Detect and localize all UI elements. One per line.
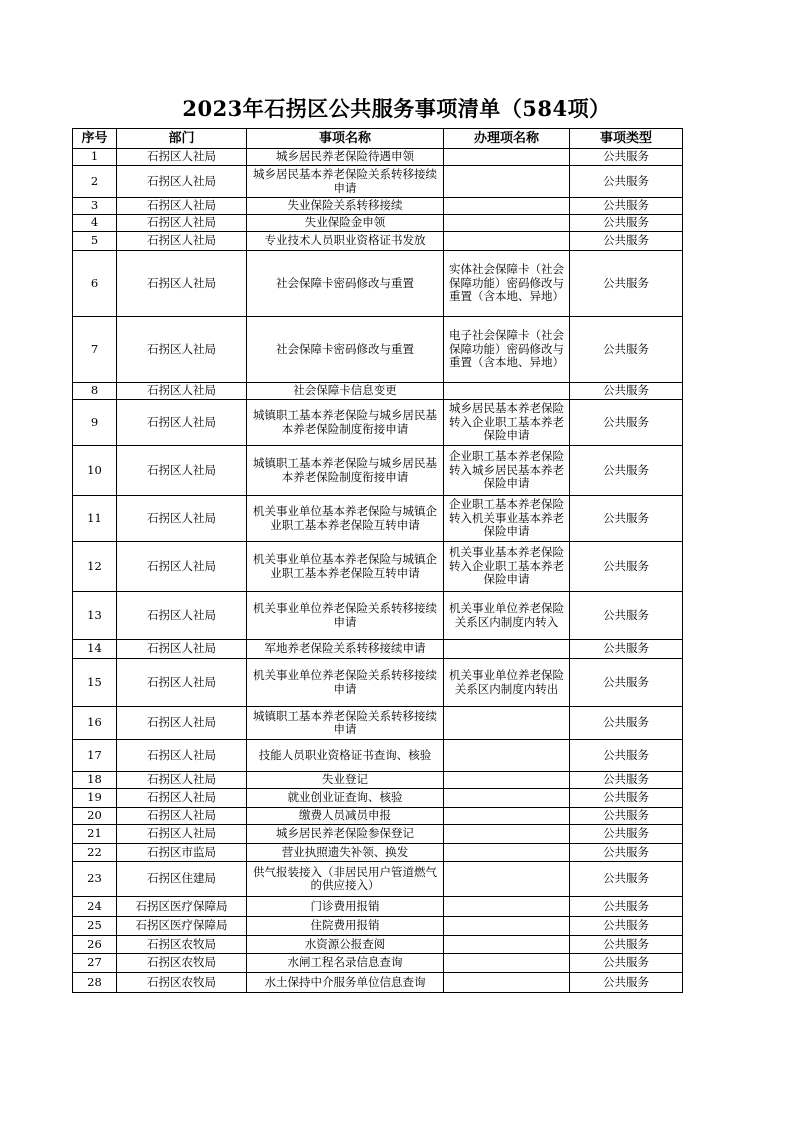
table-row — [73, 640, 683, 659]
row-sub-item-name — [444, 789, 570, 808]
row-sub-item-name: 电子社会保障卡（社会保障功能）密码修改与重置（含本地、异地） — [444, 317, 570, 383]
row-department: 石拐区人社局 — [117, 542, 247, 592]
row-item-name: 城乡居民养老保险参保登记 — [247, 825, 444, 844]
row-item-name: 城镇职工基本养老保险与城乡居民基本养老保险制度衔接申请 — [247, 446, 444, 496]
header-item-name: 事项名称 — [247, 129, 444, 149]
row-department: 石拐区人社局 — [117, 317, 247, 383]
row-number: 5 — [73, 232, 117, 251]
row-sub-item-name — [444, 198, 570, 215]
row-item-type: 公共服务 — [570, 232, 683, 251]
row-item-type: 公共服务 — [570, 789, 683, 808]
row-item-name: 机关事业单位基本养老保险与城镇企业职工基本养老保险互转申请 — [247, 542, 444, 592]
row-item-name: 城乡居民养老保险待遇申领 — [247, 149, 444, 166]
row-number: 8 — [73, 383, 117, 400]
row-sub-item-name — [444, 149, 570, 166]
row-sub-item-name — [444, 808, 570, 825]
header-department: 部门 — [117, 129, 247, 149]
row-department: 石拐区人社局 — [117, 215, 247, 232]
row-item-type: 公共服务 — [570, 740, 683, 772]
table-row — [73, 897, 683, 917]
row-item-type: 公共服务 — [570, 198, 683, 215]
row-item-type: 公共服务 — [570, 149, 683, 166]
row-item-name: 机关事业单位基本养老保险与城镇企业职工基本养老保险互转申请 — [247, 496, 444, 542]
row-sub-item-name — [444, 954, 570, 973]
row-number: 14 — [73, 640, 117, 659]
row-sub-item-name — [444, 707, 570, 740]
row-item-type: 公共服务 — [570, 400, 683, 446]
row-item-name: 缴费人员减员申报 — [247, 808, 444, 825]
row-number: 6 — [73, 251, 117, 317]
table-row — [73, 166, 683, 198]
row-item-name: 水资源公报查阅 — [247, 936, 444, 954]
row-number: 13 — [73, 592, 117, 640]
table-row — [73, 917, 683, 936]
table-row — [73, 317, 683, 383]
row-department: 石拐区医疗保障局 — [117, 917, 247, 936]
row-number: 28 — [73, 973, 117, 993]
row-number: 15 — [73, 659, 117, 707]
header-item-type: 事项类型 — [570, 129, 683, 149]
row-sub-item-name: 实体社会保障卡（社会保障功能）密码修改与重置（含本地、异地） — [444, 251, 570, 317]
row-item-name: 就业创业证查询、核验 — [247, 789, 444, 808]
row-sub-item-name — [444, 844, 570, 862]
table-row — [73, 973, 683, 993]
row-department: 石拐区人社局 — [117, 446, 247, 496]
table-row — [73, 215, 683, 232]
row-item-type: 公共服务 — [570, 825, 683, 844]
row-number: 19 — [73, 789, 117, 808]
document-title: 2023年石拐区公共服务事项清单（584项） — [182, 96, 611, 121]
table-row — [73, 496, 683, 542]
row-sub-item-name — [444, 917, 570, 936]
table-row — [73, 789, 683, 808]
row-department: 石拐区住建局 — [117, 862, 247, 897]
row-number: 22 — [73, 844, 117, 862]
row-sub-item-name: 机关事业单位养老保险关系区内制度内转入 — [444, 592, 570, 640]
table-row — [73, 198, 683, 215]
row-item-type: 公共服务 — [570, 659, 683, 707]
row-number: 20 — [73, 808, 117, 825]
table-row — [73, 383, 683, 400]
row-sub-item-name — [444, 232, 570, 251]
row-item-name: 城镇职工基本养老保险与城乡居民基本养老保险制度衔接申请 — [247, 400, 444, 446]
row-sub-item-name — [444, 973, 570, 993]
row-number: 17 — [73, 740, 117, 772]
row-item-type: 公共服务 — [570, 808, 683, 825]
row-item-name: 住院费用报销 — [247, 917, 444, 936]
table-row — [73, 400, 683, 446]
row-number: 21 — [73, 825, 117, 844]
row-department: 石拐区人社局 — [117, 640, 247, 659]
row-department: 石拐区人社局 — [117, 740, 247, 772]
row-item-type: 公共服务 — [570, 973, 683, 993]
row-item-type: 公共服务 — [570, 897, 683, 917]
table-row — [73, 707, 683, 740]
row-department: 石拐区人社局 — [117, 825, 247, 844]
row-item-type: 公共服务 — [570, 772, 683, 789]
row-department: 石拐区人社局 — [117, 707, 247, 740]
table-row — [73, 542, 683, 592]
row-item-name: 失业保险关系转移接续 — [247, 198, 444, 215]
row-item-name: 水土保持中介服务单位信息查询 — [247, 973, 444, 993]
row-number: 12 — [73, 542, 117, 592]
table-row — [73, 808, 683, 825]
row-item-name: 城乡居民基本养老保险关系转移接续申请 — [247, 166, 444, 198]
row-sub-item-name — [444, 740, 570, 772]
row-item-type: 公共服务 — [570, 862, 683, 897]
row-number: 24 — [73, 897, 117, 917]
row-sub-item-name: 企业职工基本养老保险转入机关事业基本养老保险申请 — [444, 496, 570, 542]
row-number: 1 — [73, 149, 117, 166]
row-number: 25 — [73, 917, 117, 936]
row-number: 10 — [73, 446, 117, 496]
table-row — [73, 862, 683, 897]
row-department: 石拐区人社局 — [117, 808, 247, 825]
row-department: 石拐区人社局 — [117, 400, 247, 446]
row-sub-item-name — [444, 640, 570, 659]
row-item-name: 水闸工程名录信息查询 — [247, 954, 444, 973]
row-number: 23 — [73, 862, 117, 897]
header-no: 序号 — [73, 129, 117, 149]
row-number: 11 — [73, 496, 117, 542]
row-number: 18 — [73, 772, 117, 789]
row-number: 2 — [73, 166, 117, 198]
row-sub-item-name — [444, 166, 570, 198]
row-department: 石拐区人社局 — [117, 232, 247, 251]
row-sub-item-name — [444, 825, 570, 844]
row-department: 石拐区医疗保障局 — [117, 897, 247, 917]
table-row — [73, 446, 683, 496]
row-department: 石拐区农牧局 — [117, 936, 247, 954]
row-item-name: 社会保障卡密码修改与重置 — [247, 317, 444, 383]
row-item-name: 供气报装接入（非居民用户管道燃气的供应接入） — [247, 862, 444, 897]
row-item-name: 机关事业单位养老保险关系转移接续申请 — [247, 592, 444, 640]
row-item-type: 公共服务 — [570, 383, 683, 400]
row-item-type: 公共服务 — [570, 592, 683, 640]
row-sub-item-name — [444, 383, 570, 400]
row-sub-item-name — [444, 936, 570, 954]
row-department: 石拐区人社局 — [117, 149, 247, 166]
row-item-type: 公共服务 — [570, 166, 683, 198]
row-department: 石拐区人社局 — [117, 496, 247, 542]
row-department: 石拐区农牧局 — [117, 954, 247, 973]
row-number: 7 — [73, 317, 117, 383]
table-row — [73, 954, 683, 973]
service-items-table — [72, 128, 683, 993]
row-department: 石拐区人社局 — [117, 592, 247, 640]
row-item-type: 公共服务 — [570, 542, 683, 592]
row-item-type: 公共服务 — [570, 640, 683, 659]
row-department: 石拐区人社局 — [117, 251, 247, 317]
row-item-type: 公共服务 — [570, 317, 683, 383]
row-item-name: 社会保障卡密码修改与重置 — [247, 251, 444, 317]
row-number: 16 — [73, 707, 117, 740]
table-row — [73, 740, 683, 772]
row-item-name: 失业登记 — [247, 772, 444, 789]
row-item-name: 失业保险金申领 — [247, 215, 444, 232]
row-department: 石拐区人社局 — [117, 772, 247, 789]
table-row — [73, 936, 683, 954]
table-row — [73, 825, 683, 844]
row-item-name: 营业执照遗失补领、换发 — [247, 844, 444, 862]
row-item-name: 技能人员职业资格证书查询、核验 — [247, 740, 444, 772]
table-row — [73, 232, 683, 251]
table-row — [73, 149, 683, 166]
row-department: 石拐区人社局 — [117, 383, 247, 400]
row-department: 石拐区人社局 — [117, 659, 247, 707]
row-item-name: 社会保障卡信息变更 — [247, 383, 444, 400]
table-body — [73, 149, 683, 993]
row-sub-item-name: 企业职工基本养老保险转入城乡居民基本养老保险申请 — [444, 446, 570, 496]
row-item-type: 公共服务 — [570, 936, 683, 954]
row-sub-item-name — [444, 772, 570, 789]
row-item-type: 公共服务 — [570, 917, 683, 936]
row-sub-item-name — [444, 862, 570, 897]
row-item-type: 公共服务 — [570, 496, 683, 542]
row-item-type: 公共服务 — [570, 954, 683, 973]
table-row — [73, 659, 683, 707]
row-item-name: 机关事业单位养老保险关系转移接续申请 — [247, 659, 444, 707]
table-row — [73, 772, 683, 789]
table-header-row — [73, 129, 683, 149]
row-sub-item-name — [444, 215, 570, 232]
row-department: 石拐区农牧局 — [117, 973, 247, 993]
row-item-type: 公共服务 — [570, 215, 683, 232]
row-department: 石拐区人社局 — [117, 789, 247, 808]
table-row — [73, 844, 683, 862]
row-department: 石拐区人社局 — [117, 166, 247, 198]
row-number: 3 — [73, 198, 117, 215]
row-number: 4 — [73, 215, 117, 232]
table-row — [73, 251, 683, 317]
header-sub-item-name: 办理项名称 — [444, 129, 570, 149]
row-item-type: 公共服务 — [570, 707, 683, 740]
row-number: 9 — [73, 400, 117, 446]
row-department: 石拐区市监局 — [117, 844, 247, 862]
row-item-name: 门诊费用报销 — [247, 897, 444, 917]
row-number: 27 — [73, 954, 117, 973]
row-sub-item-name — [444, 897, 570, 917]
row-item-type: 公共服务 — [570, 844, 683, 862]
row-sub-item-name: 城乡居民基本养老保险转入企业职工基本养老保险申请 — [444, 400, 570, 446]
row-sub-item-name: 机关事业单位养老保险关系区内制度内转出 — [444, 659, 570, 707]
row-item-name: 军地养老保险关系转移接续申请 — [247, 640, 444, 659]
row-item-name: 专业技术人员职业资格证书发放 — [247, 232, 444, 251]
row-item-name: 城镇职工基本养老保险关系转移接续申请 — [247, 707, 444, 740]
row-sub-item-name: 机关事业基本养老保险转入企业职工基本养老保险申请 — [444, 542, 570, 592]
row-department: 石拐区人社局 — [117, 198, 247, 215]
row-item-type: 公共服务 — [570, 251, 683, 317]
row-item-type: 公共服务 — [570, 446, 683, 496]
row-number: 26 — [73, 936, 117, 954]
table-row — [73, 592, 683, 640]
